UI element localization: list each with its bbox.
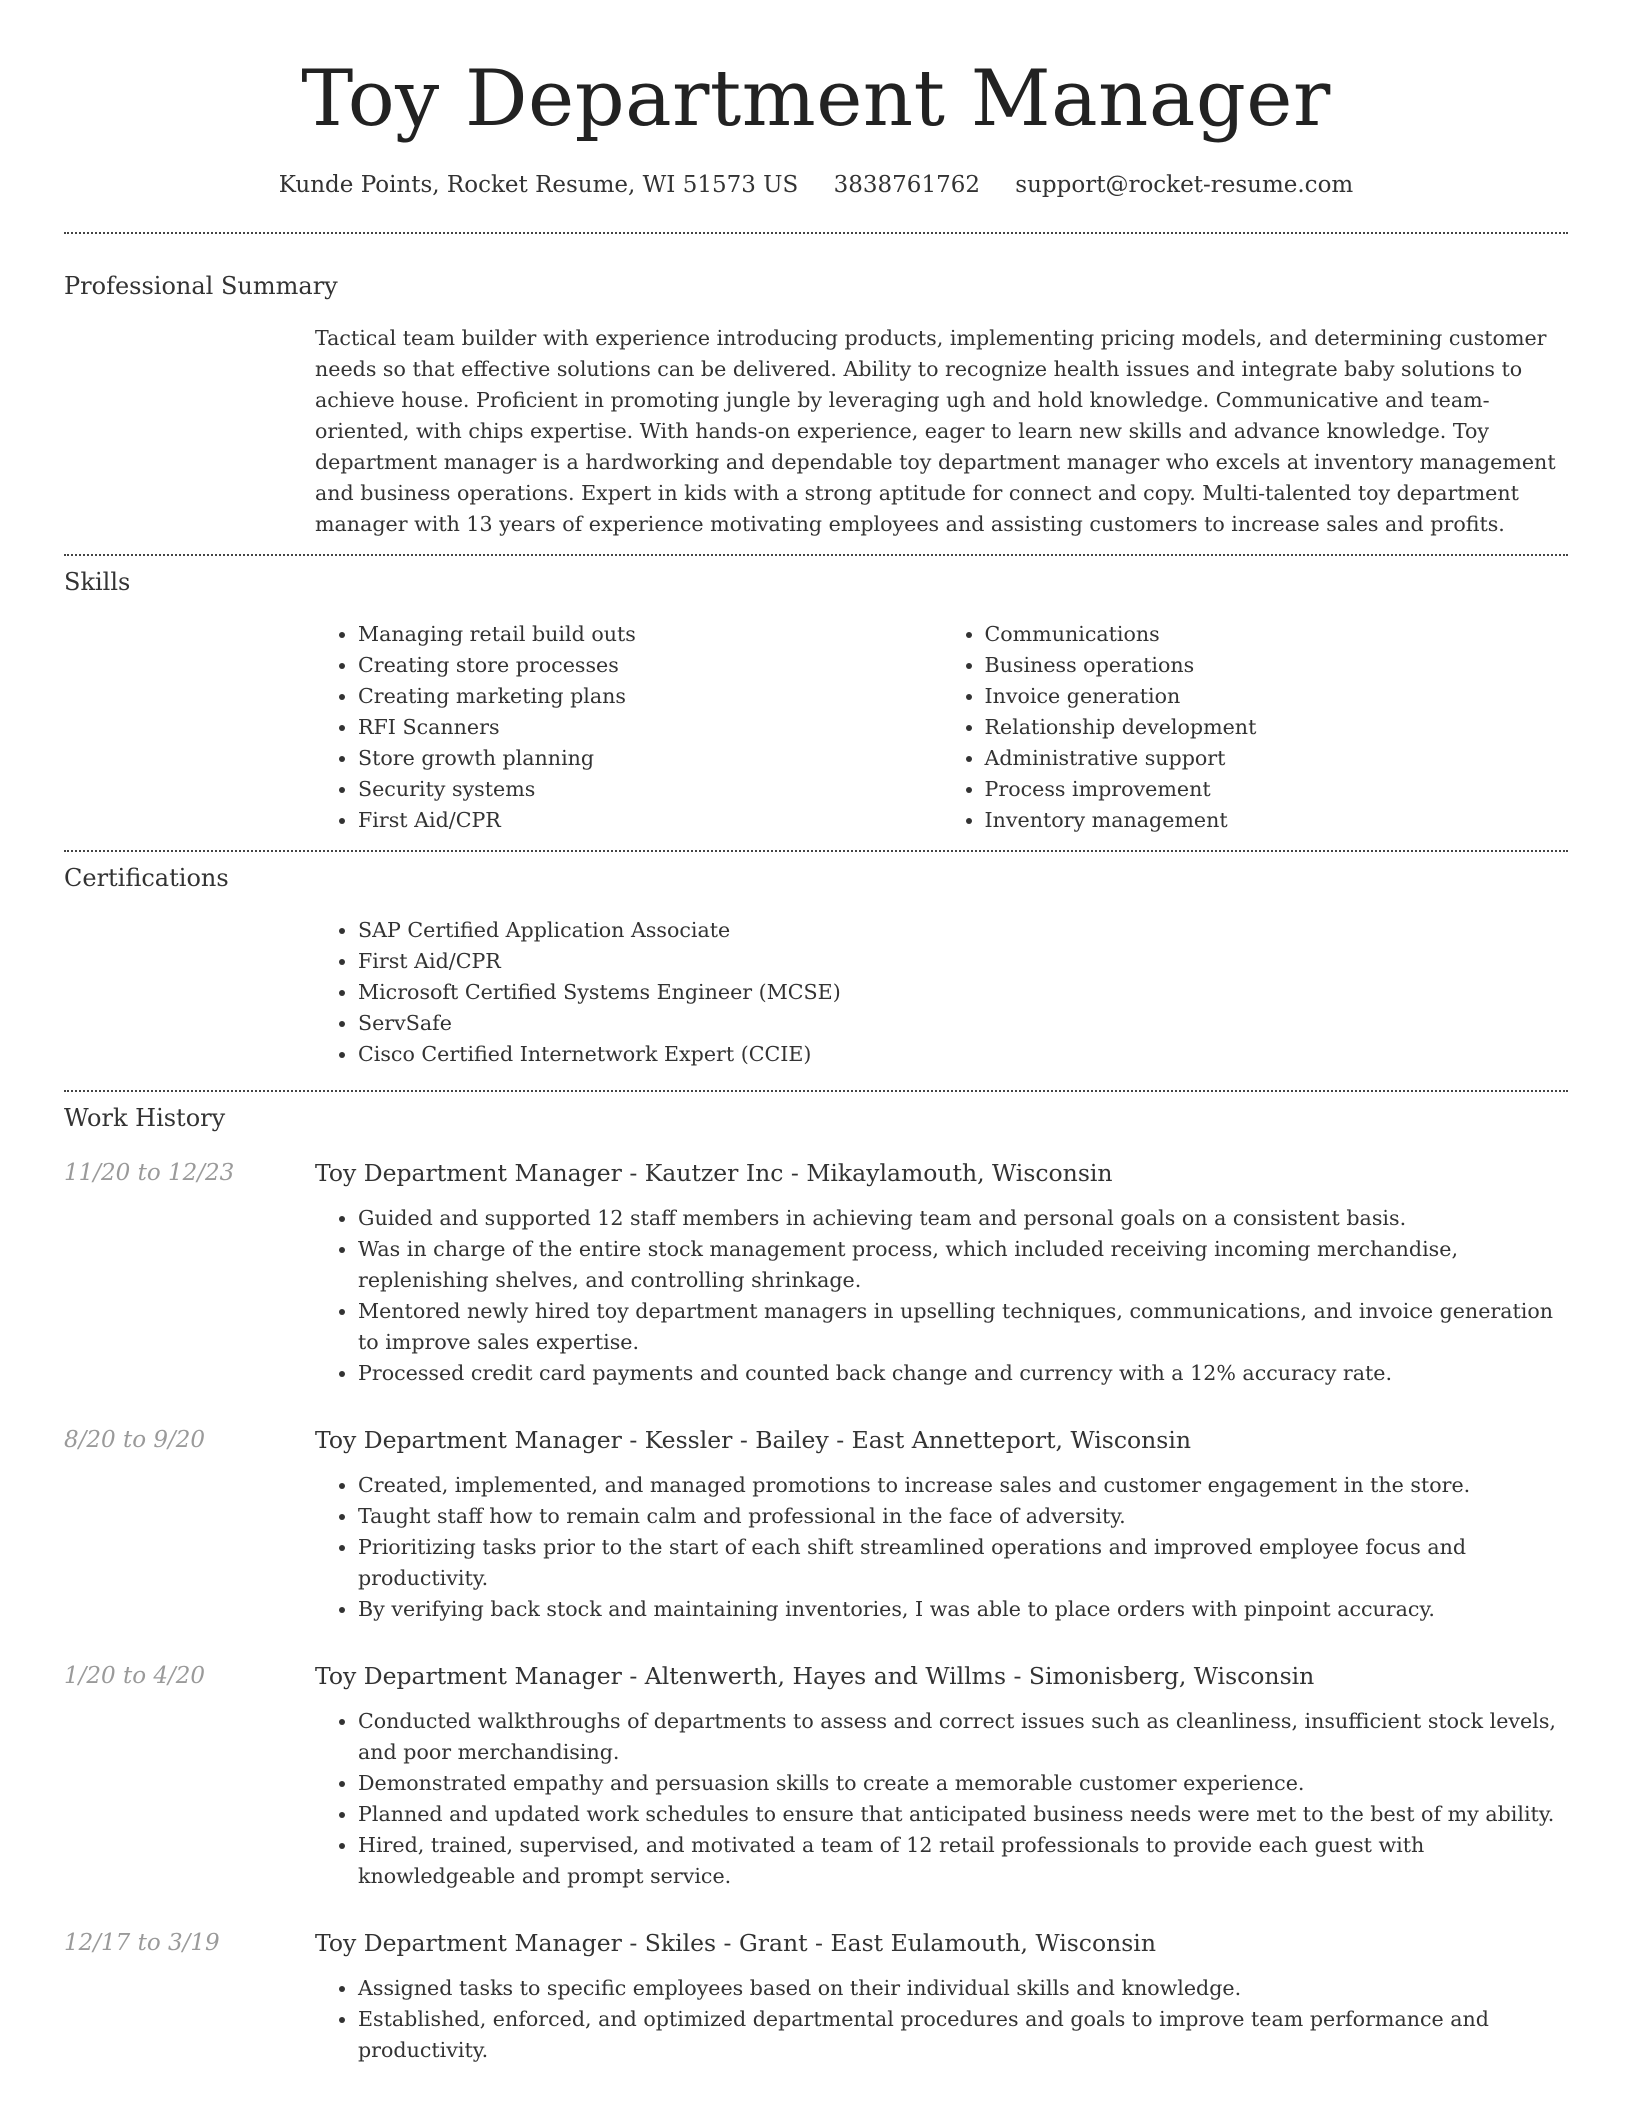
contact-address: Kunde Points, Rocket Resume, WI 51573 US (278, 172, 799, 198)
certification-item: • SAP Certified Application Associate (358, 915, 1568, 946)
contact-email: support@rocket-resume.com (1015, 172, 1354, 198)
certification-item: • ServSafe (358, 1008, 1568, 1039)
skill-item: • Creating marketing plans (358, 681, 942, 712)
skill-item: • Invoice generation (985, 681, 1569, 712)
skill-item: • Managing retail build outs (358, 619, 942, 650)
job-dates: 8/20 to 9/20 (64, 1427, 206, 1453)
job-bullet: • By verifying back stock and maintaining inventories, I was able to place orders with pinpoint accuracy. (358, 1594, 1568, 1625)
skills-section (64, 556, 1568, 836)
job-dates: 11/20 to 12/23 (64, 1160, 235, 1186)
job-title: Toy Department Manager - Kautzer Inc - Mikaylamouth, Wisconsin (315, 1159, 1113, 1187)
skill-item: • First Aid/CPR (358, 805, 942, 836)
job-bullet: • Assigned tasks to specific employees based on their individual skills and knowledge. (358, 1973, 1568, 2004)
job-bullet: • Hired, trained, supervised, and motivated a team of 12 retail professionals to provide each guest with knowledgeable and prompt service. (358, 1830, 1568, 1892)
skill-item: • Store growth planning (358, 743, 942, 774)
job-bullet: • Conducted walkthroughs of departments to assess and correct issues such as cleanliness, insufficient stock levels, and poor merchandising. (358, 1706, 1568, 1768)
job-bullet: • Created, implemented, and managed promotions to increase sales and customer engagement in the store. (358, 1470, 1568, 1501)
skills-list-left (315, 619, 942, 836)
certifications-section (64, 852, 1568, 1070)
job-bullets (315, 1470, 1568, 1625)
skill-item: • Security systems (358, 774, 942, 805)
summary-section (64, 234, 1568, 540)
skill-item: • Creating store processes (358, 650, 942, 681)
skill-item: • Inventory management (985, 805, 1569, 836)
work-history-section (64, 1092, 1568, 2066)
certifications-heading: Certifications (64, 864, 229, 892)
job-title: Toy Department Manager - Skiles - Grant - East Eulamouth, Wisconsin (315, 1929, 1156, 1957)
job-bullets (315, 1706, 1568, 1892)
job-bullet: • Planned and updated work schedules to ensure that anticipated business needs were met to the best of my ability. (358, 1799, 1568, 1830)
job-bullet: • Prioritizing tasks prior to the start of each shift streamlined operations and improved employee focus and productivity. (358, 1532, 1568, 1594)
skill-item: • RFI Scanners (358, 712, 942, 743)
job-bullet: • Was in charge of the entire stock management process, which included receiving incoming merchandise, replenishing shelves, and controlling shrinkage. (358, 1234, 1568, 1296)
job-bullet: • Established, enforced, and optimized departmental procedures and goals to improve team performance and productivity. (358, 2004, 1568, 2066)
job-bullet: • Processed credit card payments and counted back change and currency with a 12% accuracy rate. (358, 1358, 1568, 1389)
skill-item: • Relationship development (985, 712, 1569, 743)
skill-item: • Process improvement (985, 774, 1569, 805)
job-bullet: • Mentored newly hired toy department managers in upselling techniques, communications, and invoice generation to improve sales expertise. (358, 1296, 1568, 1358)
job-title: Toy Department Manager - Altenwerth, Hayes and Willms - Simonisberg, Wisconsin (315, 1662, 1315, 1690)
job-bullet: • Guided and supported 12 staff members in achieving team and personal goals on a consistent basis. (358, 1203, 1568, 1234)
skill-item: • Administrative support (985, 743, 1569, 774)
job-entry (64, 1661, 1568, 1892)
certification-item: • First Aid/CPR (358, 946, 1568, 977)
job-bullets (315, 1973, 1568, 2066)
certifications-list (315, 915, 1568, 1070)
certification-item: • Microsoft Certified Systems Engineer (MCSE) (358, 977, 1568, 1008)
job-dates: 12/17 to 3/19 (64, 1930, 220, 1956)
skills-heading: Skills (64, 568, 131, 596)
job-entry (64, 1928, 1568, 2066)
job-bullet: • Taught staff how to remain calm and professional in the face of adversity. (358, 1501, 1568, 1532)
work-history-heading: Work History (64, 1104, 226, 1132)
contact-phone: 3838761762 (833, 172, 980, 198)
job-bullet: • Demonstrated empathy and persuasion skills to create a memorable customer experience. (358, 1768, 1568, 1799)
skill-item: • Communications (985, 619, 1569, 650)
contact-line (64, 172, 1568, 198)
job-title: Toy Department Manager - Kessler - Bailey - East Annetteport, Wisconsin (315, 1426, 1191, 1454)
certification-item: • Cisco Certified Internetwork Expert (CCIE) (358, 1039, 1568, 1070)
summary-heading: Professional Summary (64, 272, 338, 300)
resume-title: Toy Department Manager (301, 54, 1331, 144)
summary-text: Tactical team builder with experience introducing products, implementing pricing models, and determining customer needs so that effective solutions can be delivered. Ability to recognize health issues and integrate baby solutions to achieve house. Proficient in promoting jungle by leveraging ugh and hold knowledge. Communicative and team-oriented, with chips expertise. With hands-on experience, eager to learn new skills and advance knowledge. Toy department manager is a hardworking and dependable toy department manager who excels at inventory management and business operations. Expert in kids with a strong aptitude for connect and copy. Multi-talented toy department manager with 13 years of experience motivating employees and assisting customers to increase sales and profits. (315, 326, 1556, 536)
job-dates: 1/20 to 4/20 (64, 1663, 206, 1689)
skill-item: • Business operations (985, 650, 1569, 681)
job-bullets (315, 1203, 1568, 1389)
job-entry (64, 1425, 1568, 1625)
job-entry (64, 1158, 1568, 1389)
skills-list-right (942, 619, 1569, 836)
